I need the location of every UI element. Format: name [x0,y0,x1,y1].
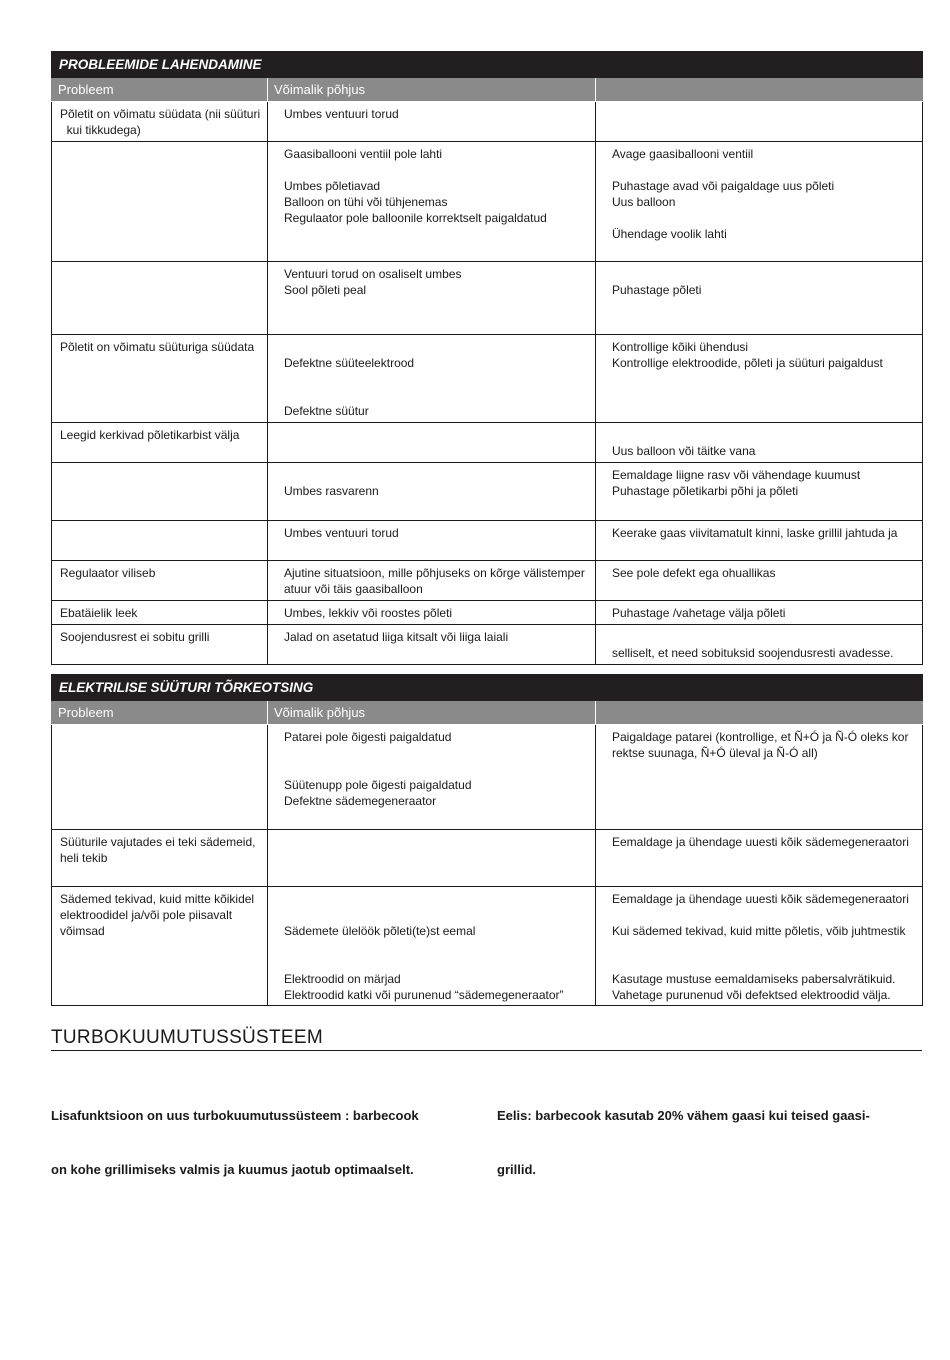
table-cell-problem [52,625,268,665]
cell-text-line: Regulaator viliseb [60,566,156,580]
cell-text-line: Umbes põletiavad [284,179,381,193]
cell-text-line: Kontrollige kõiki ühendusi [612,340,749,354]
cell-text-line: Umbes ventuuri torud [284,526,399,540]
cell-text-line: Gaasiballooni ventiil pole lahti [284,147,443,161]
benefit-paragraph [497,1071,870,1197]
cell-text-line: Umbes rasvarenn [284,484,379,498]
troubleshooting-table [51,51,923,665]
table-cell-remedy [596,625,923,665]
table-cell-problem [52,725,268,830]
table-cell-remedy [596,463,923,521]
table-title: ELEKTRILISE SÜÜTURI TÕRKEOTSING [52,675,923,701]
table-cell-cause [268,102,596,142]
cell-text-line: selliselt, et need sobituksid soojendusresti avadesse. [612,646,894,660]
cell-text-line: Uus balloon või täitke vana [612,444,756,458]
cell-text-line: Sädemete ülelöök põleti(te)st eemal [284,924,476,938]
cell-text-line: Kontrollige elektroodide, põleti ja süüturi paigaldust [612,356,883,370]
cell-text-line: Põletit on võimatu süüturiga süüdata [60,340,255,354]
cell-text-line: rektse suunaga, Ñ+Ó üleval ja Ñ-Ó all) [612,746,818,760]
cell-text-line: Defektne süüteelektrood [284,356,415,370]
paragraph-line: Lisafunktsioon on uus turbokuumutussüsteem : barbecook [51,1108,419,1123]
table-cell-remedy [596,601,923,625]
table-cell-cause [268,830,596,887]
cell-text-line: Kui sädemed tekivad, kuid mitte põletis, võib juhtmestik [612,924,906,938]
table-cell-problem [52,423,268,463]
cell-text-line: Uus balloon [612,195,676,209]
table-cell-cause [268,423,596,463]
table-cell-remedy [596,142,923,262]
cell-text-line: Umbes, lekkiv või roostes põleti [284,606,453,620]
table-cell-remedy [596,830,923,887]
column-header-remedy [596,701,923,725]
table-cell-cause [268,335,596,423]
table-cell-remedy [596,521,923,561]
table-cell-cause [268,725,596,830]
cell-text-line: Balloon on tühi või tühjenemas [284,195,448,209]
paragraph-line: grillid. [497,1162,536,1177]
cell-text-line: Patarei pole õigesti paigaldatud [284,730,452,744]
table-cell-problem [52,521,268,561]
table-cell-problem [52,102,268,142]
cell-text-line: Süüturile vajutades ei teki sädemeid, [60,835,256,849]
table-row [52,262,923,335]
cell-text-line: Leegid kerkivad põletikarbist välja [60,428,240,442]
table-cell-remedy [596,335,923,423]
cell-text-line: heli tekib [60,851,108,865]
cell-text-line: Sädemed tekivad, kuid mitte kõikidel [60,892,255,906]
cell-text-line: Ventuuri torud on osaliselt umbes [284,267,462,281]
paragraph-line: Eelis: barbecook kasutab 20% vähem gaasi kui teised gaasi- [497,1108,870,1123]
table-row [52,521,923,561]
table-cell-problem [52,463,268,521]
table-title: PROBLEEMIDE LAHENDAMINE [52,52,923,78]
table-cell-cause [268,887,596,1006]
cell-text-line: Eemaldage liigne rasv või vähendage kuumust [612,468,861,482]
cell-text-line: Ühendage voolik lahti [612,227,727,241]
table-cell-problem [52,262,268,335]
table-cell-problem [52,561,268,601]
table-row [52,463,923,521]
cell-text-line: Puhastage põletikarbi põhi ja põleti [612,484,799,498]
table-cell-cause [268,142,596,262]
cell-text-line: Eemaldage ja ühendage uuesti kõik sädemegeneraatori [612,892,909,906]
cell-text-line: Süütenupp pole õigesti paigaldatud [284,778,472,792]
cell-text-line: atuur või täis gaasiballoon [284,582,423,596]
column-header-problem: Probleem [52,78,268,102]
table-row [52,561,923,601]
column-header-remedy [596,78,923,102]
cell-text-line: Puhastage /vahetage välja põleti [612,606,786,620]
paragraph-line: on kohe grillimiseks valmis ja kuumus jaotub optimaalselt. [51,1162,414,1177]
cell-text-line: Ebatäielik leek [60,606,138,620]
table-row [52,601,923,625]
cell-text-line: Puhastage avad või paigaldage uus põleti [612,179,835,193]
cell-text-line: Defektne sädemegeneraator [284,794,437,808]
cell-text-line: Eemaldage ja ühendage uuesti kõik sädemegeneraatori [612,835,909,849]
table-row [52,335,923,423]
table-cell-remedy [596,561,923,601]
table-cell-cause [268,625,596,665]
cell-text-line: Soojendusrest ei sobitu grilli [60,630,210,644]
cell-text-line: Avage gaasiballooni ventiil [612,147,754,161]
cell-text-line: Regulaator pole balloonile korrektselt paigaldatud [284,211,547,225]
cell-text-line: Põletit on võimatu süüdata (nii süüturi [60,107,261,121]
table-cell-cause [268,561,596,601]
table-row [52,102,923,142]
table-row [52,725,923,830]
table-cell-remedy [596,262,923,335]
cell-text-line: võimsad [60,924,105,938]
table-row [52,830,923,887]
column-header-cause: Võimalik põhjus [268,701,596,725]
table-cell-remedy [596,725,923,830]
cell-text-line: See pole defekt ega ohuallikas [612,566,776,580]
table-cell-problem [52,887,268,1006]
column-header-cause: Võimalik põhjus [268,78,596,102]
igniter-troubleshooting-table [51,674,923,1006]
table-cell-remedy [596,102,923,142]
table-cell-problem [52,335,268,423]
cell-text-line: Paigaldage patarei (kontrollige, et Ñ+Ó ja Ñ-Ó oleks kor [612,730,909,744]
table-row [52,142,923,262]
cell-text-line: kui tikkudega) [60,123,141,137]
table-cell-remedy [596,423,923,463]
section-title: TURBOKUUMUTUSSÜSTEEM [51,1027,324,1048]
cell-text-line: Kasutage mustuse eemaldamiseks pabersalvrätikuid. [612,972,896,986]
cell-text-line: Keerake gaas viivitamatult kinni, laske grillil jahtuda ja [612,526,898,540]
cell-text-line: Umbes ventuuri torud [284,107,399,121]
cell-text-line: Sool põleti peal [284,283,367,297]
table-cell-problem [52,601,268,625]
table-row [52,887,923,1006]
cell-text-line: Vahetage purunenud või defektsed elektroodid välja. [612,988,891,1002]
table-row [52,423,923,463]
table-cell-cause [268,601,596,625]
table-cell-cause [268,463,596,521]
cell-text-line: Puhastage põleti [612,283,702,297]
table-cell-problem [52,830,268,887]
table-cell-cause [268,262,596,335]
cell-text-line: Elektroodid on märjad [284,972,401,986]
cell-text-line: Jalad on asetatud liiga kitsalt või liiga laiali [284,630,509,644]
column-header-problem: Probleem [52,701,268,725]
table-row [52,625,923,665]
cell-text-line: Defektne süütur [284,404,369,418]
table-cell-remedy [596,887,923,1006]
cell-text-line: elektroodidel ja/või pole piisavalt [60,908,233,922]
section-divider [51,1050,922,1051]
cell-text-line: Ajutine situatsioon, mille põhjuseks on kõrge välistemper [284,566,585,580]
table-cell-problem [52,142,268,262]
intro-paragraph [51,1071,419,1197]
cell-text-line: Elektroodid katki või purunenud “sädemegeneraator” [284,988,564,1002]
table-cell-cause [268,521,596,561]
